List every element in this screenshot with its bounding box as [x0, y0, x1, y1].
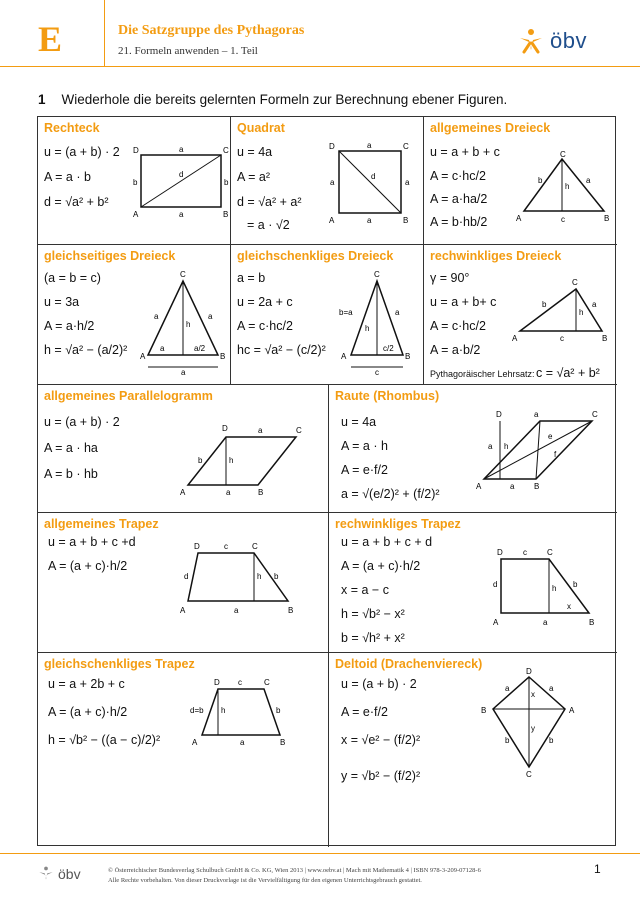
svg-text:h: h: [186, 320, 191, 329]
isosceles-trapezoid-figure: [188, 675, 298, 750]
formula-area-b: A = b·hb/2: [430, 215, 488, 229]
cell-title: rechwinkliges Dreieck: [430, 249, 562, 263]
svg-text:b: b: [505, 736, 510, 745]
formula-perimeter: u = (a + b) · 2: [44, 145, 120, 159]
svg-text:C: C: [180, 270, 186, 279]
svg-text:A: A: [516, 214, 522, 223]
formula-perimeter: u = a + b + c + d: [341, 535, 433, 549]
svg-text:D: D: [526, 667, 532, 676]
cell-title: Quadrat: [237, 121, 285, 135]
svg-text:C: C: [374, 270, 380, 279]
formula-area: A = a · b: [44, 170, 91, 184]
svg-text:c: c: [224, 542, 228, 551]
svg-text:D: D: [222, 424, 228, 433]
formula-b: b = √h² + x²: [341, 631, 405, 645]
cell-gleichschenkliges-dreieck: [231, 245, 424, 385]
page-number: 1: [594, 862, 601, 876]
svg-text:C: C: [547, 548, 553, 557]
svg-text:B: B: [534, 482, 540, 491]
cell-title: allgemeines Parallelogramm: [44, 389, 213, 403]
svg-text:h: h: [504, 442, 509, 451]
svg-text:a: a: [226, 488, 231, 497]
svg-text:D: D: [496, 410, 502, 419]
svg-text:a: a: [179, 210, 184, 219]
header-rule: [0, 66, 640, 67]
cell-title: Raute (Rhombus): [335, 389, 440, 403]
cell-rechtwinkliges-trapez: [329, 513, 617, 653]
cell-title: allgemeines Dreieck: [430, 121, 551, 135]
right-triangle-figure: [510, 275, 610, 345]
svg-text:c: c: [238, 678, 242, 687]
svg-text:h: h: [229, 456, 234, 465]
cell-title: allgemeines Trapez: [44, 517, 159, 531]
formula-h: h = √b² − x²: [341, 607, 405, 621]
formula-area: A = (a + c)·h/2: [48, 559, 128, 573]
svg-text:B: B: [258, 488, 264, 497]
formula-x: x = √e² − (f/2)²: [341, 733, 421, 747]
formula-perimeter: u = a + b + c: [430, 145, 500, 159]
svg-text:A: A: [192, 738, 198, 747]
cell-title: Rechteck: [44, 121, 100, 135]
svg-text:a: a: [505, 684, 510, 693]
formula-condition: (a = b = c): [44, 271, 101, 285]
svg-text:A: A: [476, 482, 482, 491]
svg-text:a: a: [405, 178, 410, 187]
footer-rule: [0, 853, 640, 854]
formula-perimeter: u = 4a: [237, 145, 273, 159]
formula-area-h: A = a · h: [341, 439, 388, 453]
svg-text:A: A: [133, 210, 139, 219]
cell-gleichseitiges-dreieck: [38, 245, 231, 385]
svg-text:C: C: [572, 278, 578, 287]
svg-text:h: h: [552, 584, 557, 593]
formula-area: A = (a + c)·h/2: [48, 705, 128, 719]
svg-text:B: B: [602, 334, 608, 343]
formula-area: A = (a + c)·h/2: [341, 559, 421, 573]
svg-text:a: a: [543, 618, 548, 627]
svg-text:C: C: [403, 142, 409, 151]
chapter-letter: E: [38, 19, 63, 59]
svg-text:a: a: [160, 344, 165, 353]
svg-text:A: A: [341, 352, 347, 361]
svg-text:C: C: [526, 770, 532, 777]
formula-area: A = e·f/2: [341, 705, 388, 719]
footer-line-1: © Österreichischer Bundesverlag Schulbuch GmbH & Co. KG, Wien 2013 | www.oebv.at | Mach mit Mathematik 4 | ISBN 978-3-209-07128-6: [108, 867, 481, 874]
formula-side: a = √(e/2)² + (f/2)²: [341, 487, 440, 501]
svg-text:A: A: [512, 334, 518, 343]
footer-line-2: Alle Rechte vorbehalten. Von dieser Druckvorlage ist die Vervielfältigung für den eigenen Unterrichtsgebrauch gestattet.: [108, 877, 422, 884]
cell-trapez: [38, 513, 329, 653]
page-subtitle: 21. Formeln anwenden – 1. Teil: [118, 45, 258, 57]
svg-text:D: D: [214, 678, 220, 687]
svg-text:D: D: [329, 142, 335, 151]
svg-text:b: b: [198, 456, 203, 465]
svg-text:c: c: [375, 368, 379, 377]
svg-text:b: b: [224, 178, 229, 187]
svg-text:d: d: [371, 172, 376, 181]
svg-text:C: C: [592, 410, 598, 419]
formula-diagonal: d = √a² + a²: [237, 195, 302, 209]
svg-text:h: h: [365, 324, 370, 333]
svg-text:a: a: [258, 426, 263, 435]
cell-title: gleichseitiges Dreieck: [44, 249, 176, 263]
cell-rechtwinkliges-dreieck: [424, 245, 617, 385]
formula-area: A = a²: [237, 170, 271, 184]
rhombus-figure: [474, 405, 604, 495]
cell-quadrat: [231, 117, 424, 245]
formula-diagonal: d = √a² + b²: [44, 195, 109, 209]
svg-text:a: a: [367, 141, 372, 150]
footer-copyright: [108, 866, 481, 886]
formula-perimeter: u = 4a: [341, 415, 377, 429]
svg-text:B: B: [405, 352, 411, 361]
formula-perimeter: u = a + 2b + c: [48, 677, 125, 691]
person-star-icon: [518, 28, 544, 54]
svg-text:b: b: [274, 572, 279, 581]
formula-height: h = √a² − (a/2)²: [44, 343, 128, 357]
svg-text:e: e: [548, 432, 553, 441]
svg-text:A: A: [493, 618, 499, 627]
svg-text:a: a: [534, 410, 539, 419]
svg-text:x: x: [531, 690, 535, 699]
formula-area-ef: A = e·f/2: [341, 463, 388, 477]
formula-diagonal-simplified: = a · √2: [247, 218, 290, 232]
cell-title: Deltoid (Drachenviereck): [335, 657, 483, 671]
svg-text:a: a: [330, 178, 335, 187]
svg-text:B: B: [403, 216, 409, 225]
svg-text:A: A: [180, 606, 186, 615]
task-number: 1: [38, 92, 46, 107]
task-text: Wiederhole die bereits gelernten Formeln zur Berechnung ebener Figuren.: [61, 92, 508, 107]
svg-text:c: c: [560, 334, 564, 343]
svg-text:a: a: [367, 216, 372, 225]
parallelogram-figure: [178, 419, 308, 499]
page-title: Die Satzgruppe des Pythagoras: [118, 23, 305, 38]
svg-text:a: a: [395, 308, 400, 317]
formula-area-b: A = b · hb: [44, 467, 98, 481]
rectangle-figure: [131, 141, 231, 221]
svg-text:c: c: [523, 548, 527, 557]
svg-text:h: h: [221, 706, 226, 715]
formula-height: h = √b² − ((a − c)/2)²: [48, 733, 161, 747]
trapezoid-figure: [178, 539, 308, 619]
formula-perimeter: u = 3a: [44, 295, 80, 309]
svg-text:x: x: [567, 602, 571, 611]
svg-text:f: f: [554, 450, 557, 459]
cell-title: gleichschenkliges Dreieck: [237, 249, 394, 263]
pythagoras-formula: c = √a² + b²: [536, 366, 600, 380]
svg-text:h: h: [565, 182, 570, 191]
svg-text:d: d: [493, 580, 498, 589]
svg-text:C: C: [264, 678, 270, 687]
svg-text:d=b: d=b: [190, 706, 204, 715]
svg-text:B: B: [220, 352, 226, 361]
svg-text:a: a: [179, 145, 184, 154]
formula-perimeter: u = a + b + c +d: [48, 535, 136, 549]
square-figure: [327, 139, 417, 229]
publisher-logo: [518, 28, 587, 54]
svg-text:b: b: [573, 580, 578, 589]
formula-perimeter: u = (a + b) · 2: [341, 677, 417, 691]
svg-text:A: A: [140, 352, 146, 361]
svg-text:a: a: [510, 482, 515, 491]
svg-text:b: b: [542, 300, 547, 309]
cell-title: rechwinkliges Trapez: [335, 517, 461, 531]
cell-rechteck: [38, 117, 231, 245]
svg-text:d: d: [184, 572, 189, 581]
svg-text:a: a: [488, 442, 493, 451]
formula-x: x = a − c: [341, 583, 389, 597]
svg-text:c/2: c/2: [383, 344, 394, 353]
svg-text:a: a: [549, 684, 554, 693]
formula-area-ab: A = a·b/2: [430, 343, 481, 357]
svg-text:h: h: [257, 572, 262, 581]
formula-perimeter: u = 2a + c: [237, 295, 293, 309]
task-instruction: [38, 92, 507, 107]
svg-text:a: a: [234, 606, 239, 615]
formula-perimeter: u = a + b+ c: [430, 295, 497, 309]
svg-text:b: b: [549, 736, 554, 745]
svg-text:B: B: [223, 210, 229, 219]
right-trapezoid-figure: [489, 539, 609, 629]
kite-figure: [479, 667, 579, 777]
cell-gleichschenkliges-trapez: [38, 653, 329, 847]
cell-allgemeines-dreieck: [424, 117, 617, 245]
svg-text:A: A: [569, 706, 575, 715]
header-divider: [104, 0, 105, 66]
formula-area-a: A = a · ha: [44, 441, 98, 455]
svg-text:a: a: [586, 176, 591, 185]
svg-text:C: C: [252, 542, 258, 551]
logo-text: öbv: [550, 28, 587, 53]
cell-title: gleichschenkliges Trapez: [44, 657, 195, 671]
svg-text:B: B: [288, 606, 294, 615]
svg-text:D: D: [194, 542, 200, 551]
footer-logo-text: öbv: [58, 866, 81, 882]
svg-text:B: B: [280, 738, 286, 747]
formula-perimeter: u = (a + b) · 2: [44, 415, 120, 429]
formula-height: hc = √a² − (c/2)²: [237, 343, 326, 357]
cell-raute: [329, 385, 617, 513]
equilateral-triangle-figure: [138, 267, 228, 377]
formula-area-c: A = c·hc/2: [430, 169, 486, 183]
formula-area-a: A = a·ha/2: [430, 192, 488, 206]
formula-angle: γ = 90°: [430, 271, 470, 285]
svg-text:b: b: [133, 178, 138, 187]
svg-text:C: C: [296, 426, 302, 435]
svg-text:B: B: [481, 706, 487, 715]
svg-text:A: A: [329, 216, 335, 225]
isosceles-triangle-figure: [337, 267, 417, 377]
cell-deltoid: [329, 653, 617, 847]
svg-text:a: a: [208, 312, 213, 321]
cell-parallelogramm: [38, 385, 329, 513]
svg-text:b: b: [276, 706, 281, 715]
svg-text:B: B: [589, 618, 595, 627]
svg-text:h: h: [579, 308, 584, 317]
svg-text:D: D: [497, 548, 503, 557]
svg-text:c: c: [561, 215, 565, 224]
formula-y: y = √b² − (f/2)²: [341, 769, 421, 783]
svg-text:a: a: [154, 312, 159, 321]
svg-text:a: a: [181, 368, 186, 377]
svg-text:D: D: [133, 146, 139, 155]
svg-text:A: A: [180, 488, 186, 497]
person-star-icon: [38, 866, 54, 882]
pythagoras-label: Pythagoräischer Lehrsatz:: [430, 369, 535, 379]
svg-text:b=a: b=a: [339, 308, 353, 317]
formula-area-c: A = c·hc/2: [430, 319, 486, 333]
footer-logo: [38, 866, 81, 882]
formula-area: A = c·hc/2: [237, 319, 293, 333]
svg-text:C: C: [223, 146, 229, 155]
svg-text:B: B: [604, 214, 610, 223]
svg-text:b: b: [538, 176, 543, 185]
svg-text:y: y: [531, 724, 535, 733]
svg-text:a/2: a/2: [194, 344, 206, 353]
svg-text:C: C: [560, 151, 566, 159]
formula-grid: [37, 116, 616, 846]
svg-text:d: d: [179, 170, 184, 179]
triangle-figure: [514, 151, 614, 226]
svg-text:a: a: [592, 300, 597, 309]
formula-area: A = a·h/2: [44, 319, 95, 333]
svg-text:a: a: [240, 738, 245, 747]
formula-condition: a = b: [237, 271, 266, 285]
